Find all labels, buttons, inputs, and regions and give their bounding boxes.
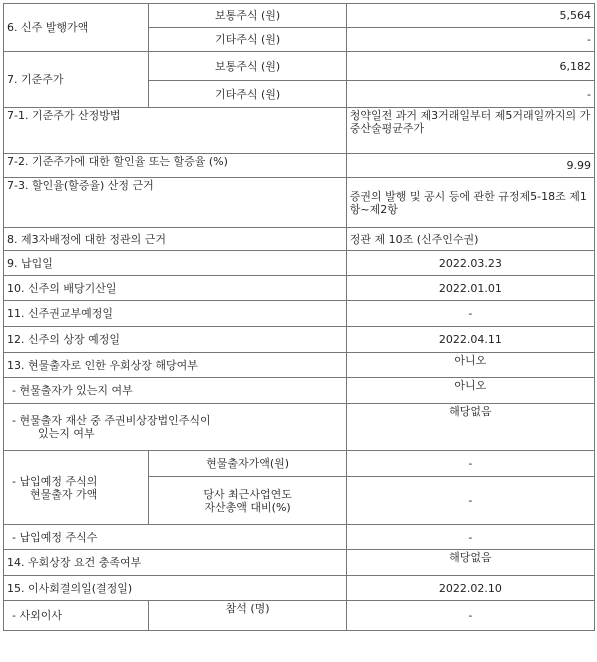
row-8-label: 8. 제3자배정에 대한 정관의 근거 [4, 228, 347, 251]
row-13c-sub2-line2: 자산총액 대비(%) [204, 500, 291, 514]
row-13b-label-line2: 있는지 여부 [38, 427, 95, 440]
row-7-2-value: 9.99 [346, 154, 594, 178]
row-13a-value: 아니오 [346, 378, 594, 404]
row-13b-label-line1: - 현물출자 재산 중 주권비상장법인주식이 [12, 414, 211, 427]
row-12-value: 2022.04.11 [346, 327, 594, 353]
row-13d-value: - [346, 525, 594, 550]
row-13-label: 13. 현물출자로 인한 우회상장 해당여부 [4, 353, 347, 378]
row-13-value: 아니오 [346, 353, 594, 378]
row-6-common-label: 보통주식 (원) [149, 4, 346, 28]
row-13c-sub1-value: - [346, 451, 594, 477]
row-7-2-label: 7-2. 기준주가에 대한 할인율 또는 할증율 (%) [4, 154, 347, 178]
row-13b-label [4, 404, 347, 451]
row-15a-sub-label: 참석 (명) [149, 601, 346, 631]
row-13a-label: - 현물출자가 있는지 여부 [4, 378, 347, 404]
row-14-value: 해당없음 [346, 550, 594, 576]
row-7-3-label: 7-3. 할인율(할증율) 산정 근거 [4, 178, 347, 228]
row-15a-label: - 사외이사 [4, 601, 149, 631]
row-6-other-label: 기타주식 (원) [149, 28, 346, 52]
row-13c-sub2-value: - [346, 477, 594, 525]
row-6-other-value: - [346, 28, 594, 52]
row-10-label: 10. 신주의 배당기산일 [4, 276, 347, 301]
row-11-label: 11. 신주권교부예정일 [4, 301, 347, 327]
row-13c-sub1-label: 현물출자가액(원) [149, 451, 346, 477]
row-7-1-value: 청약일전 과거 제3거래일부터 제5거래일까지의 가중산술평균주가 [346, 108, 594, 154]
row-7-other-value: - [346, 81, 594, 108]
row-13d-label: - 납입예정 주식수 [4, 525, 347, 550]
row-6-label: 6. 신주 발행가액 [4, 4, 149, 52]
disclosure-table [3, 3, 595, 631]
row-10-value: 2022.01.01 [346, 276, 594, 301]
row-7-other-label: 기타주식 (원) [149, 81, 346, 108]
row-12-label: 12. 신주의 상장 예정일 [4, 327, 347, 353]
row-8-value: 정관 제 10조 (신주인수권) [346, 228, 594, 251]
row-13c-label-line2: 현물출자 가액 [30, 487, 98, 501]
row-7-3-value: 증권의 발행 및 공시 등에 관한 규정제5-18조 제1항~제2항 [346, 178, 594, 228]
row-7-1-label: 7-1. 기준주가 산정방법 [4, 108, 347, 154]
row-13c-sub2-line1: 당사 최근사업연도 [203, 487, 292, 501]
row-9-value: 2022.03.23 [346, 251, 594, 276]
row-13c-label [4, 451, 149, 525]
row-7-common-label: 보통주식 (원) [149, 52, 346, 81]
row-15-value: 2022.02.10 [346, 576, 594, 601]
row-13b-value: 해당없음 [346, 404, 594, 451]
row-15a-sub-value: - [346, 601, 594, 631]
row-7-common-value: 6,182 [346, 52, 594, 81]
row-13c-sub2-label [149, 477, 346, 525]
row-7-label: 7. 기준주가 [4, 52, 149, 108]
row-6-common-value: 5,564 [346, 4, 594, 28]
row-15-label: 15. 이사회결의일(결정일) [4, 576, 347, 601]
row-14-label: 14. 우회상장 요건 충족여부 [4, 550, 347, 576]
row-9-label: 9. 납입일 [4, 251, 347, 276]
row-11-value: - [346, 301, 594, 327]
row-13c-label-line1: - 납입예정 주식의 [12, 474, 98, 488]
